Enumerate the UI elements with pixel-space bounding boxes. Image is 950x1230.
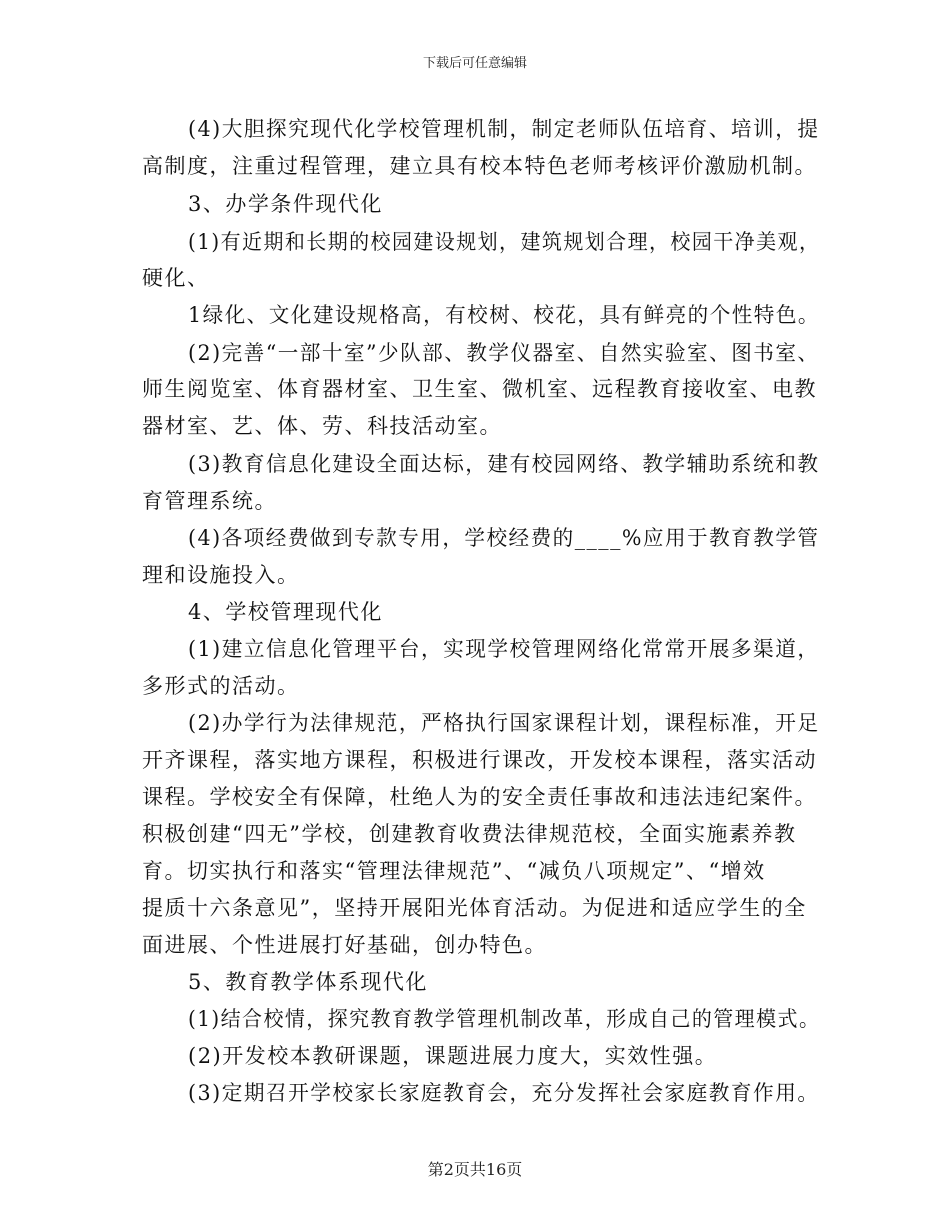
body-line: 多形式的活动。 <box>142 674 300 698</box>
page-footer: 第2页共16页 <box>427 1160 523 1179</box>
body-line: (4)各项经费做到专款专用，学校经费的____%应用于教育教学管 <box>188 526 820 550</box>
body-line: (2)开发校本教研课题，课题进展力度大，实效性强。 <box>188 1044 718 1068</box>
body-line: 1绿化、文化建设规格高，有校树、校花，具有鲜亮的个性特色。 <box>188 303 820 327</box>
body-line: 提质十六条意见”，坚持开展阳光体育活动。为促进和适应学生的全 <box>142 896 807 920</box>
body-line: (2)办学行为法律规范，严格执行国家课程计划，课程标准，开足 <box>188 711 820 735</box>
body-line: 理和设施投入。 <box>142 563 300 587</box>
body-line: (3)定期召开学校家长家庭教育会，充分发挥社会家庭教育作用。 <box>188 1081 820 1105</box>
body-line: 积极创建“四无”学校，创建教育收费法律规范校，全面实施素养教 <box>142 822 797 846</box>
section-heading: 4、学校管理现代化 <box>188 600 383 624</box>
page-header: 下载后可任意编辑 <box>422 56 527 71</box>
body-line: (2)完善“一部十室”少队部、教学仪器室、自然实验室、图书室、 <box>188 341 820 365</box>
section-heading: 3、办学条件现代化 <box>188 192 383 216</box>
body-line: 面进展、个性进展打好基础，创办特色。 <box>142 933 547 957</box>
body-line: (1)建立信息化管理平台，实现学校管理网络化常常开展多渠道， <box>188 637 820 661</box>
body-line: 育管理系统。 <box>142 489 277 513</box>
body-line: 课程。学校安全有保障，杜绝人为的安全责任事故和违法违纪案件。 <box>142 785 817 809</box>
section-heading: 5、教育教学体系现代化 <box>188 970 428 994</box>
body-line: 开齐课程，落实地方课程，积极进行课改，开发校本课程，落实活动 <box>142 748 817 772</box>
body-line: 高制度，注重过程管理，建立具有校本特色老师考核评价激励机制。 <box>142 154 817 178</box>
body-line: 硬化、 <box>142 266 210 290</box>
body-line: (1)有近期和长期的校园建设规划，建筑规划合理，校园干净美观， <box>188 230 821 254</box>
body-line: 育。切实执行和落实“管理法律规范”、“减负八项规定”、“增效 <box>142 859 766 883</box>
body-line: (3)教育信息化建设全面达标，建有校园网络、教学辅助系统和教 <box>188 452 820 476</box>
body-line: 师生阅览室、体育器材室、卫生室、微机室、远程教育接收室、电教 <box>142 377 817 401</box>
body-line: (1)结合校情，探究教育教学管理机制改革，形成自己的管理模式。 <box>188 1007 821 1031</box>
body-line: (4)大胆探究现代化学校管理机制，制定老师队伍培育、培训，提 <box>188 117 820 141</box>
body-line: 器材室、艺、体、劳、科技活动室。 <box>142 414 502 438</box>
